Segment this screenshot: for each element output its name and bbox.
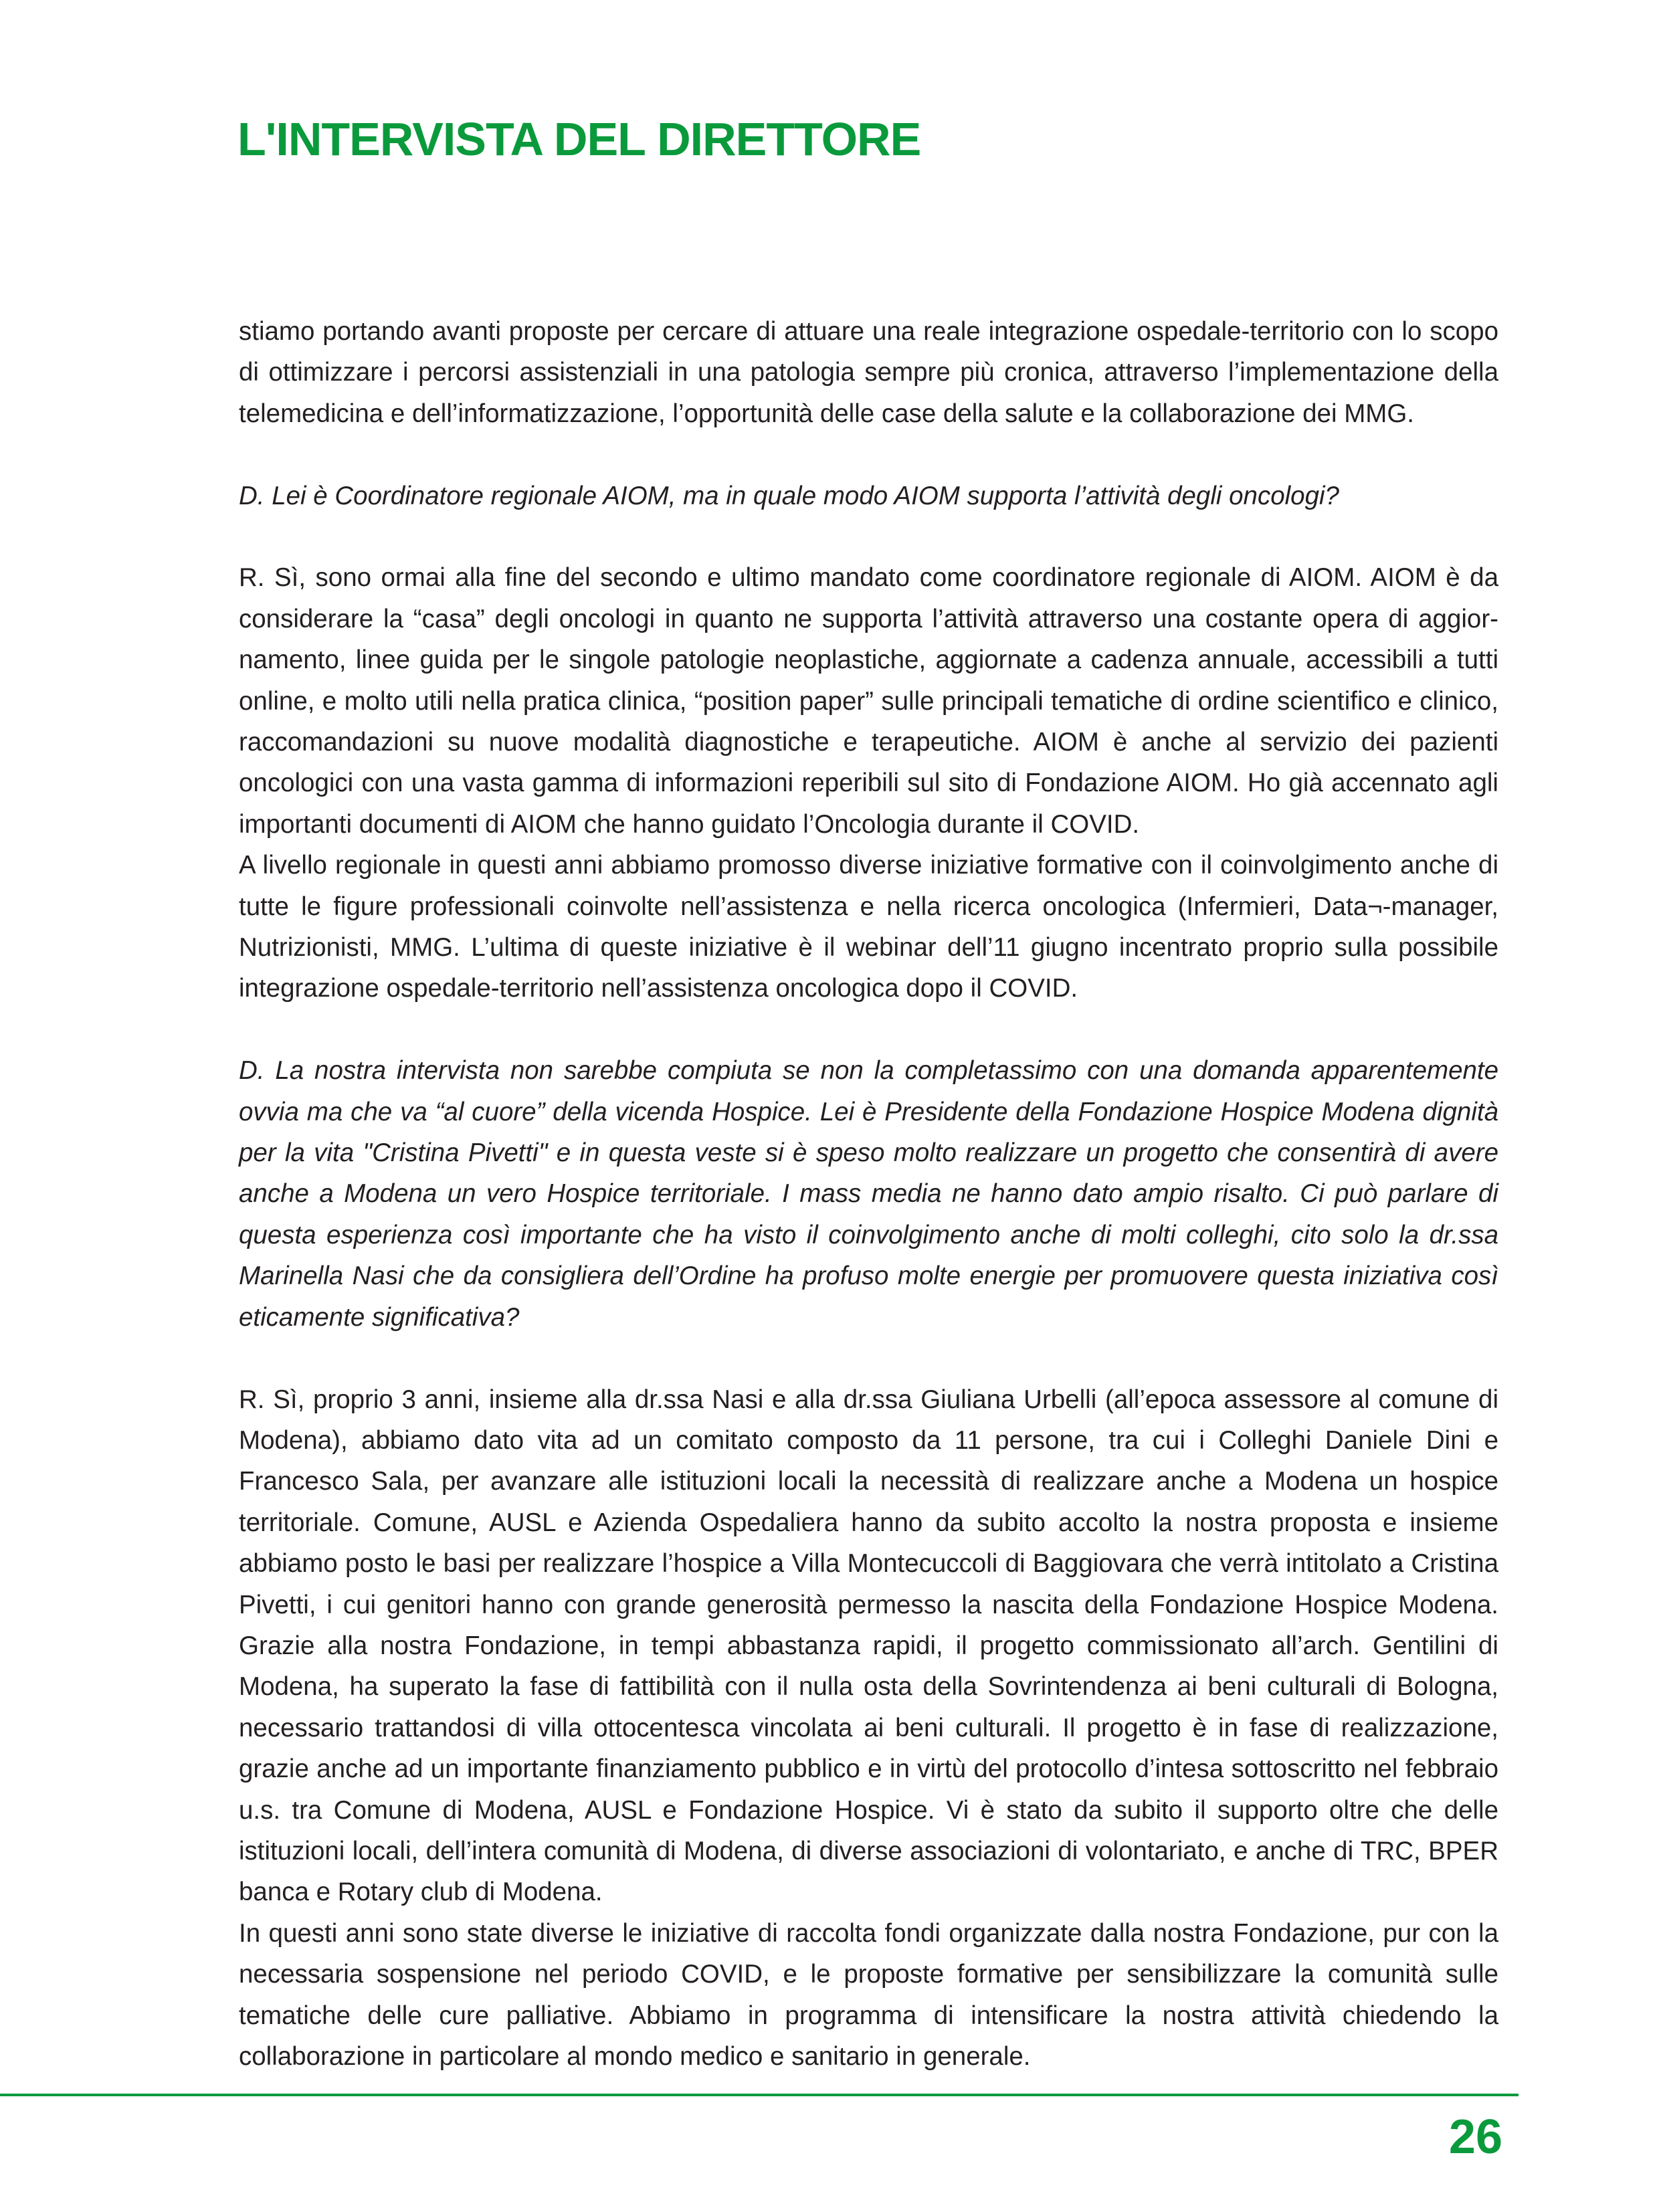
answer-paragraph: In questi anni sono state diverse le iniziative di raccolta fondi organizzate dalla nostra Fondazione, pur con la necessaria sospensione nel periodo COVID, e le proposte formative per sensibilizzare la comunità sulle tematiche delle cure palliative. Abbiamo in programma di intensificare la nostra attività chiedendo la collaborazione in particolare al mondo medico e sanitario in generale. xyxy=(239,1918,1498,2071)
answer-paragraph: A livello regionale in questi anni abbiamo promosso diverse iniziative formative con il coinvolgimento anche di tutte le figure professionali coinvolte nell’assistenza e nella ricerca oncologica (Infermieri, Data¬-manager, Nutrizionisti, MMG. L’ultima di queste iniziative è il webinar dell’11 giugno incentrato proprio sulla possibile integrazione ospedale-territorio nell’assistenza oncologica dopo il COVID. xyxy=(239,851,1498,1003)
footer-divider xyxy=(0,2094,1519,2096)
question-paragraph: D. Lei è Coordinatore regionale AIOM, ma in quale modo AIOM supporta l’attività degli oncologi? xyxy=(239,481,1339,510)
answer-paragraph: R. Sì, sono ormai alla fine del secondo e ultimo mandato come coordinatore regionale di AIOM. AIOM è da considerare la “casa” degli oncologi in quanto ne supporta l’attività attraverso una costante opera di aggiornamento, linee guida per le singole patologie neoplastiche, aggiornate a cadenza annuale, accessibili a tutti online, e molto utili nella pratica clinica, “position paper” sulle principali tematiche di ordine scientifico e clinico, raccomandazioni su nuove modalità diagnostiche e terapeutiche. AIOM è anche al servizio dei pazienti oncologici con una vasta gamma di informazioni reperibili sul sito di Fondazione AIOM. Ho già accennato agli importanti documenti di AIOM che hanno guidato l’Oncologia durante il COVID. xyxy=(239,563,1498,839)
article-body xyxy=(239,311,1498,2077)
question-paragraph: D. La nostra intervista non sarebbe compiuta se non la completassimo con una domanda apparentemente ovvia ma che va “al cuore” della vicenda Hospice. Lei è Presidente della Fondazione Hospice Modena dignità per la vita "Cristina Pivetti" e in questa veste si è speso molto realizzare un progetto che consentirà di avere anche a Modena un vero Hospice territoriale. I mass media ne hanno dato ampio risalto. Ci può parlare di questa esperienza così importante che ha visto il coinvolgimento anche di molti colleghi, cito solo la dr.ssa Marinella Nasi che da consigliera dell’Ordine ha profuso molte energie per promuovere questa iniziativa così eticamente significativa? xyxy=(239,1056,1498,1332)
page-number: 26 xyxy=(1448,2110,1502,2164)
answer-paragraph: R. Sì, proprio 3 anni, insieme alla dr.ssa Nasi e alla dr.ssa Giuliana Urbelli (all’epoca assessore al comune di Modena), abbiamo dato vita ad un comitato composto da 11 persone, tra cui i Colleghi Daniele Dini e Francesco Sala, per avanzare alle istituzioni locali la necessità di realizzare anche a Modena un hospice territoriale. Comune, AUSL e Azienda Ospedaliera hanno da subito accolto la nostra proposta e insieme abbiamo posto le basi per realizzare l’hospice a Villa Montecuccoli di Baggiovara che verrà intitolato a Cristina Pivetti, i cui genitori hanno con grande generosità permesso la nascita della Fondazione Hospice Modena. Grazie alla nostra Fondazione, in tempi abbastanza rapidi, il progetto commissionato all’arch. Gentilini di Modena, ha superato la fase di fattibilità con il nulla osta della Sovrintendenza ai beni culturali di Bologna, necessario trattandosi di villa ottocentesca vincolata ai beni culturali. Il progetto è in fase di realizzazione, grazie anche ad un importante finanziamento pubblico e in virtù del protocollo d’intesa sottoscritto nel febbraio u.s. tra Comune di Modena, AUSL e Fondazione Hospice. Vi è stato da subito il supporto oltre che delle istituzioni locali, dell’intera comunità di Modena, di diverse associazioni di volontariato, e anche di TRC, BPER banca e Rotary club di Modena. xyxy=(239,1385,1498,1907)
answer-paragraph: stiamo portando avanti proposte per cercare di attuare una reale integrazione ospedale-territorio con lo scopo di ottimizzare i percorsi assistenziali in una patologia sempre più cronica, attraverso l’implementazione della telemedicina e dell’informatizzazione, l’opportunità delle case della salute e la collaborazione dei MMG. xyxy=(239,317,1498,428)
section-title: L'INTERVISTA DEL DIRETTORE xyxy=(237,113,921,165)
